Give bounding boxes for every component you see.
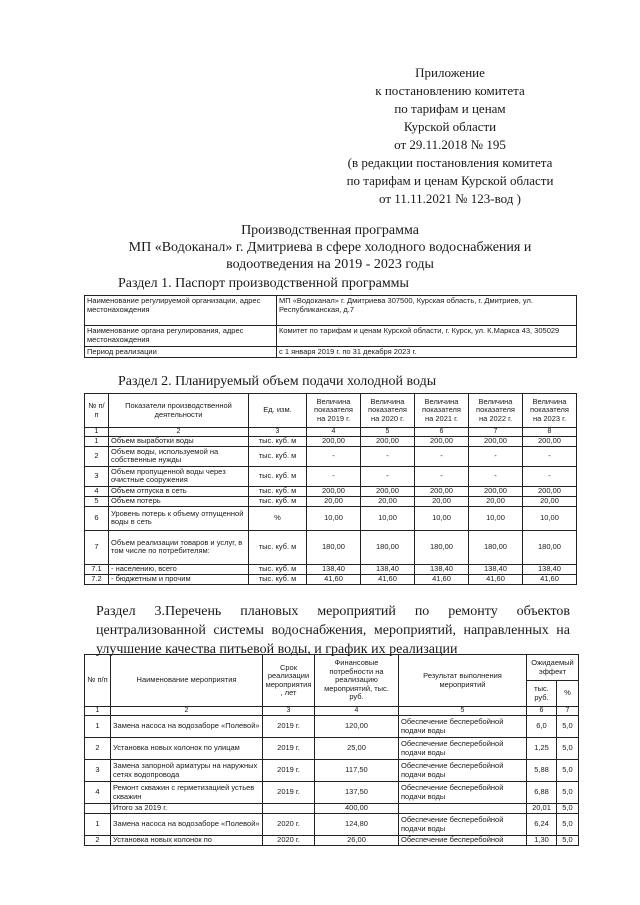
measure-term: 2019 г.: [263, 760, 315, 782]
measure-result: Обеспечение бесперебойной подачи воды: [399, 782, 527, 804]
measures-table: [84, 654, 579, 846]
table-cell: тыс. куб. м: [249, 574, 307, 584]
table-cell: 200,00: [469, 486, 523, 496]
measure-pct: 5,0: [557, 804, 579, 814]
table-cell: -: [415, 446, 469, 466]
indicator-name: Объем реализации товаров и услуг, в том числе по потребителям:: [109, 530, 249, 564]
section3-heading: [96, 602, 570, 659]
table-row: [85, 760, 579, 782]
water-volume-table: [84, 393, 577, 585]
measure-rub: 6,88: [527, 782, 557, 804]
header-line: Приложение: [415, 65, 485, 80]
header-line: к постановлению комитета: [375, 83, 525, 98]
table-cell: 200,00: [415, 437, 469, 447]
column-number: 5: [361, 428, 415, 437]
table-cell: %: [249, 506, 307, 530]
table-cell: -: [415, 466, 469, 486]
table-cell: 41,60: [469, 574, 523, 584]
table-cell: 20,00: [361, 496, 415, 506]
table-row: [85, 574, 577, 584]
table-cell: 20,00: [469, 496, 523, 506]
table-cell: 41,60: [415, 574, 469, 584]
column-header: № п/п: [85, 394, 109, 428]
header-line: по тарифам и ценам Курской области: [346, 173, 554, 188]
table-cell: 20,00: [523, 496, 577, 506]
column-header: Величина показателя на 2021 г.: [415, 394, 469, 428]
table-cell: 200,00: [523, 437, 577, 447]
table-cell: 1: [85, 437, 109, 447]
table-cell: 20,00: [415, 496, 469, 506]
table-cell: 180,00: [523, 530, 577, 564]
table-cell: тыс. куб. м: [249, 530, 307, 564]
measure-rub: 6,24: [527, 814, 557, 836]
column-number: 7: [469, 428, 523, 437]
column-number: 6: [527, 707, 557, 716]
measure-pct: 5,0: [557, 716, 579, 738]
table-cell: 10,00: [469, 506, 523, 530]
indicator-name: Уровень потерь к объему отпущенной воды в сеть: [109, 506, 249, 530]
table-cell: 4: [85, 486, 109, 496]
measure-result: [399, 804, 527, 814]
section2-heading: Раздел 2. Планируемый объем подачи холодной воды: [118, 374, 437, 389]
column-header: тыс. руб.: [527, 681, 557, 707]
indicator-name: Объем отпуска в сеть: [109, 486, 249, 496]
column-header: Ожидаемый эффект: [527, 655, 579, 681]
title-line-1: Производственная программа: [241, 223, 419, 238]
table-row: [85, 496, 577, 506]
table-row: [85, 716, 579, 738]
measure-fin: 117,50: [315, 760, 399, 782]
table-cell: 200,00: [307, 486, 361, 496]
passport-label: Наименование органа регулирования, адрес местонахождения: [85, 326, 277, 347]
table-cell: -: [523, 466, 577, 486]
table-cell: 2: [85, 446, 109, 466]
column-header: Результат выполнения мероприятий: [399, 655, 527, 707]
passport-value: МП «Водоканал» г. Дмитриева 307500, Курская область, г. Дмитриев, ул. Республиканская, д.7: [277, 296, 577, 326]
table-cell: -: [307, 466, 361, 486]
header-line: от 29.11.2018 № 195: [394, 137, 506, 152]
table-cell: 3: [85, 466, 109, 486]
table-cell: 138,40: [361, 564, 415, 574]
table-cell: тыс. куб. м: [249, 496, 307, 506]
table-cell: -: [523, 446, 577, 466]
measure-fin: 26,00: [315, 836, 399, 846]
table-cell: -: [361, 466, 415, 486]
column-number: 2: [109, 428, 249, 437]
table-cell: 200,00: [307, 437, 361, 447]
indicator-name: - населению, всего: [109, 564, 249, 574]
column-number: 3: [263, 707, 315, 716]
measure-name: Итого за 2019 г.: [111, 804, 263, 814]
passport-row: [85, 347, 577, 358]
table-row: [85, 506, 577, 530]
measure-pct: 5,0: [557, 836, 579, 846]
measure-result: Обеспечение бесперебойной подачи воды: [399, 716, 527, 738]
table-cell: 180,00: [307, 530, 361, 564]
measure-term: [263, 804, 315, 814]
measure-rub: 5,88: [527, 760, 557, 782]
measure-n: 2: [85, 836, 111, 846]
table-cell: 180,00: [415, 530, 469, 564]
table-cell: -: [469, 446, 523, 466]
column-header: Величина показателя на 2022 г.: [469, 394, 523, 428]
measure-pct: 5,0: [557, 760, 579, 782]
indicator-name: Объем воды, используемой на собственные нужды: [109, 446, 249, 466]
table-cell: тыс. куб. м: [249, 446, 307, 466]
header-row: [85, 394, 577, 428]
table-row: [85, 437, 577, 447]
section3-heading-text: Раздел 3.Перечень плановых мероприятий по ремонту объектов централизованной системы водоснабжения, мероприятий, направленных на улучшение качества питьевой воды, и график их реализации: [96, 604, 570, 657]
passport-label: Период реализации: [85, 347, 277, 358]
measure-rub: 1,25: [527, 738, 557, 760]
measure-fin: 120,00: [315, 716, 399, 738]
table-cell: 5: [85, 496, 109, 506]
section1-heading: Раздел 1. Паспорт производственной программы: [118, 276, 409, 291]
measure-result: Обеспечение бесперебойной подачи воды: [399, 760, 527, 782]
measure-fin: 137,50: [315, 782, 399, 804]
table-row: [85, 738, 579, 760]
column-number: 8: [523, 428, 577, 437]
table-cell: -: [307, 446, 361, 466]
column-header: Ед. изм.: [249, 394, 307, 428]
column-header: Показатели производственной деятельности: [109, 394, 249, 428]
column-header: Наименование мероприятия: [111, 655, 263, 707]
table-cell: 138,40: [415, 564, 469, 574]
column-header: Величина показателя на 2020 г.: [361, 394, 415, 428]
table-row: [85, 782, 579, 804]
table-cell: тыс. куб. м: [249, 437, 307, 447]
title-line-2: МП «Водоканал» г. Дмитриева в сфере холодного водоснабжения и: [128, 240, 532, 255]
table-row: [85, 564, 577, 574]
table-cell: -: [361, 446, 415, 466]
measure-n: 2: [85, 738, 111, 760]
table-row: [85, 466, 577, 486]
column-number: 2: [111, 707, 263, 716]
table-cell: 10,00: [361, 506, 415, 530]
table-cell: 200,00: [415, 486, 469, 496]
table-cell: 200,00: [361, 486, 415, 496]
table-cell: 41,60: [307, 574, 361, 584]
measure-term: 2019 г.: [263, 738, 315, 760]
column-header: Величина показателя на 2019 г.: [307, 394, 361, 428]
table-cell: 138,40: [307, 564, 361, 574]
measure-name: Замена насоса на водозаборе «Полевой»: [111, 814, 263, 836]
table-cell: 180,00: [361, 530, 415, 564]
passport-table: [84, 295, 577, 358]
table-cell: тыс. куб. м: [249, 466, 307, 486]
column-header: Финансовые потребности на реализацию мероприятий, тыс. руб.: [315, 655, 399, 707]
passport-label: Наименование регулируемой организации, адрес местонахождения: [85, 296, 277, 326]
measure-name: Установка новых колонок по: [111, 836, 263, 846]
table-cell: 41,60: [523, 574, 577, 584]
column-header: Величина показателя на 2023 г.: [523, 394, 577, 428]
measure-term: 2020 г.: [263, 836, 315, 846]
table-row: [85, 814, 579, 836]
header-line: по тарифам и ценам: [394, 101, 506, 116]
table-row: [85, 804, 579, 814]
measure-n: [85, 804, 111, 814]
measure-result: Обеспечение бесперебойной: [399, 836, 527, 846]
measure-name: Ремонт скважин с герметизацией устьев скважин: [111, 782, 263, 804]
table-cell: 138,40: [523, 564, 577, 574]
column-number: 4: [307, 428, 361, 437]
indicator-name: Объем выработки воды: [109, 437, 249, 447]
measure-term: 2019 г.: [263, 716, 315, 738]
column-number: 4: [315, 707, 399, 716]
indicator-name: - бюджетным и прочим: [109, 574, 249, 584]
table-cell: 200,00: [361, 437, 415, 447]
table-cell: 7: [85, 530, 109, 564]
table-cell: 20,00: [307, 496, 361, 506]
column-header: Срок реализации мероприятия , лет: [263, 655, 315, 707]
column-number-row: [85, 707, 579, 716]
passport-value: Комитет по тарифам и ценам Курской области, г. Курск, ул. К.Маркса 43, 305029: [277, 326, 577, 347]
measure-term: 2020 г.: [263, 814, 315, 836]
measure-pct: 5,0: [557, 738, 579, 760]
table-cell: 41,60: [361, 574, 415, 584]
measure-name: Замена насоса на водозаборе «Полевой»: [111, 716, 263, 738]
table-cell: 10,00: [307, 506, 361, 530]
title-line-3: водоотведения на 2019 - 2023 годы: [226, 257, 434, 272]
measure-rub: 6,0: [527, 716, 557, 738]
measure-fin: 25,00: [315, 738, 399, 760]
table-cell: тыс. куб. м: [249, 564, 307, 574]
measure-n: 4: [85, 782, 111, 804]
measure-n: 3: [85, 760, 111, 782]
column-number-row: [85, 428, 577, 437]
table-row: [85, 836, 579, 846]
header-row: [85, 655, 579, 681]
column-number: 7: [557, 707, 579, 716]
table-row: [85, 486, 577, 496]
table-cell: -: [469, 466, 523, 486]
header-line: Курской области: [403, 119, 497, 134]
column-header: %: [557, 681, 579, 707]
table-cell: 180,00: [469, 530, 523, 564]
measure-name: Установка новых колонок по улицам: [111, 738, 263, 760]
measure-name: Замена запорной арматуры на наружных сетях водопровода: [111, 760, 263, 782]
measure-result: Обеспечение бесперебойной подачи воды: [399, 738, 527, 760]
passport-row: [85, 326, 577, 347]
measure-term: 2019 г.: [263, 782, 315, 804]
measure-pct: 5,0: [557, 814, 579, 836]
passport-row: [85, 296, 577, 326]
approval-header: [300, 64, 600, 208]
indicator-name: Объем пропущенной воды через очистные сооружения: [109, 466, 249, 486]
measure-rub: 1,30: [527, 836, 557, 846]
passport-value: с 1 января 2019 г. по 31 декабря 2023 г.: [277, 347, 577, 358]
header-line: (в редакции постановления комитета: [347, 155, 553, 170]
table-cell: тыс. куб. м: [249, 486, 307, 496]
table-cell: 7.2: [85, 574, 109, 584]
measure-fin: 124,80: [315, 814, 399, 836]
column-number: 1: [85, 707, 111, 716]
measure-fin: 400,00: [315, 804, 399, 814]
table-cell: 6: [85, 506, 109, 530]
column-number: 3: [249, 428, 307, 437]
measure-pct: 5,0: [557, 782, 579, 804]
measure-rub: 20,01: [527, 804, 557, 814]
column-header: № п/п: [85, 655, 111, 707]
table-cell: 7.1: [85, 564, 109, 574]
header-line: от 11.11.2021 № 123-вод ): [379, 191, 521, 206]
table-cell: 200,00: [523, 486, 577, 496]
table-row: [85, 446, 577, 466]
table-row: [85, 530, 577, 564]
measure-n: 1: [85, 814, 111, 836]
table-cell: 200,00: [469, 437, 523, 447]
column-number: 5: [399, 707, 527, 716]
measure-n: 1: [85, 716, 111, 738]
table-cell: 10,00: [523, 506, 577, 530]
column-number: 6: [415, 428, 469, 437]
column-number: 1: [85, 428, 109, 437]
measure-result: Обеспечение бесперебойной подачи воды: [399, 814, 527, 836]
table-cell: 10,00: [415, 506, 469, 530]
program-title: [60, 222, 600, 273]
table-cell: 138,40: [469, 564, 523, 574]
indicator-name: Объем потерь: [109, 496, 249, 506]
